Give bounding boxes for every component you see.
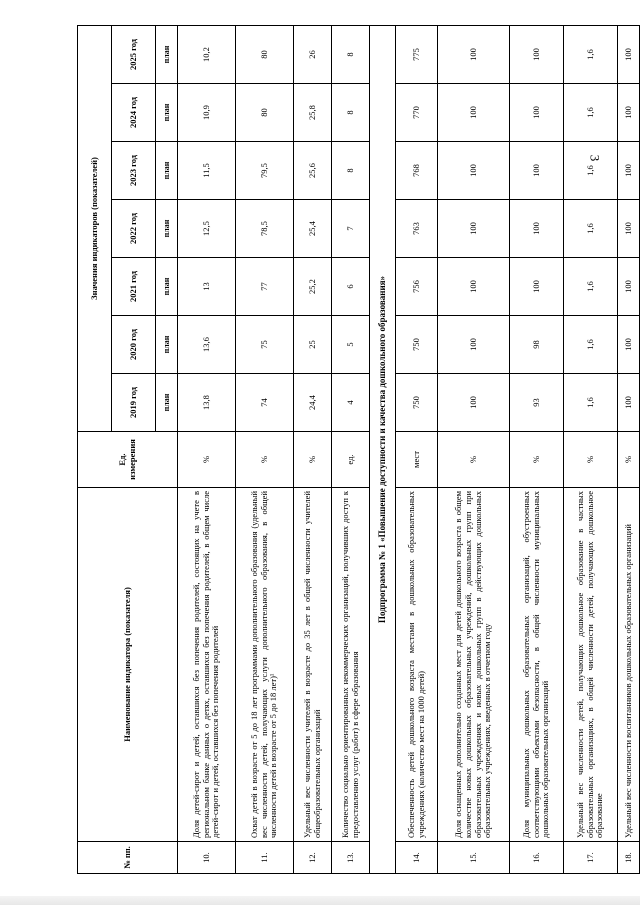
row-number: 14. (396, 842, 438, 874)
year-2023: 2023 год (112, 142, 156, 200)
row-number: 15. (438, 842, 510, 874)
row-name: Доля детей-сирот и детей, оставшихся без попечения родителей, состоящих на учете в региональном банке данных о детях, оставшихся без попечения родителей, в общем числе детей-сирот и детей, оставшихся без попечения родителей (178, 488, 236, 842)
row-value: 8 (332, 142, 370, 200)
row-value: 100 (618, 374, 640, 432)
row-value: 26 (294, 26, 332, 84)
header-values: Значения индикаторов (показателей) (78, 26, 112, 432)
plan-label: план (156, 200, 178, 258)
table-row (618, 26, 640, 874)
row-value: 79,5 (236, 142, 294, 200)
plan-label: план (156, 142, 178, 200)
row-name: Доля муниципальных дошкольных образовательных организаций, обустроенных соответствующими объектами безопасности, в общей численности муниципальных дошкольных образовательных организаций (510, 488, 564, 842)
plan-label: план (156, 316, 178, 374)
plan-label: план (156, 26, 178, 84)
row-value: 74 (236, 374, 294, 432)
header-number: № пп. (78, 842, 178, 874)
row-value: 750 (396, 374, 438, 432)
row-value: 100 (510, 142, 564, 200)
row-value: 100 (618, 142, 640, 200)
row-name: Удельный вес численности детей, получающих дошкольное образование в частных образовательных организациях, в общей численности детей, получающих дошкольное образование (564, 488, 618, 842)
year-2019: 2019 год (112, 374, 156, 432)
row-unit: % (236, 432, 294, 488)
row-number: 17. (564, 842, 618, 874)
table-row (178, 26, 236, 874)
subprogram-title: Подпрограмма № 1 «Повышение доступности и качества дошкольного образования» (370, 26, 396, 874)
row-value: 1,6 (564, 258, 618, 316)
row-name: Удельный вес численности учителей в возрасте до 35 лет в общей численности учителей общеобразовательных организаций (294, 488, 332, 842)
row-value: 98 (510, 316, 564, 374)
scan-bottom-edge (0, 896, 640, 905)
row-unit: % (564, 432, 618, 488)
year-2024: 2024 год (112, 84, 156, 142)
row-value: 100 (618, 84, 640, 142)
row-value: 13,8 (178, 374, 236, 432)
row-value: 750 (396, 316, 438, 374)
row-unit: мест (396, 432, 438, 488)
row-value: 12,5 (178, 200, 236, 258)
row-value: 10,9 (178, 84, 236, 142)
row-value: 100 (510, 84, 564, 142)
row-value: 100 (510, 200, 564, 258)
row-value: 1,6 (564, 374, 618, 432)
subprogram-row (370, 26, 396, 874)
row-value: 756 (396, 258, 438, 316)
row-unit: ед. (332, 432, 370, 488)
row-value: 6 (332, 258, 370, 316)
row-value: 100 (438, 258, 510, 316)
row-value: 775 (396, 26, 438, 84)
row-value: 1,6 (564, 316, 618, 374)
row-value: 1,6 (564, 26, 618, 84)
row-value: 75 (236, 316, 294, 374)
row-value: 768 (396, 142, 438, 200)
row-unit: % (510, 432, 564, 488)
table-row (564, 26, 618, 874)
row-value: 25,4 (294, 200, 332, 258)
table-row (236, 26, 294, 874)
rotated-table-container (77, 26, 633, 874)
page-number: 3 (587, 154, 603, 162)
row-number: 10. (178, 842, 236, 874)
row-value: 80 (236, 26, 294, 84)
row-value: 770 (396, 84, 438, 142)
indicators-table (77, 25, 640, 874)
row-name: Обеспеченность детей дошкольного возраста местами в дошкольных образовательных учреждениях (количество мест на 1000 детей) (396, 488, 438, 842)
row-value: 1,6 (564, 142, 618, 200)
row-value: 13 (178, 258, 236, 316)
row-value: 80 (236, 84, 294, 142)
row-value: 763 (396, 200, 438, 258)
row-value: 100 (438, 200, 510, 258)
plan-label: план (156, 84, 178, 142)
table-row (294, 26, 332, 874)
row-value: 100 (510, 258, 564, 316)
header-unit: Ед. измерения (78, 432, 178, 488)
row-value: 5 (332, 316, 370, 374)
row-unit: % (294, 432, 332, 488)
row-value: 25,2 (294, 258, 332, 316)
row-value: 100 (438, 26, 510, 84)
row-number: 12. (294, 842, 332, 874)
table-row (396, 26, 438, 874)
row-value: 1,6 (564, 200, 618, 258)
row-value: 25,6 (294, 142, 332, 200)
row-value: 4 (332, 374, 370, 432)
year-2021: 2021 год (112, 258, 156, 316)
row-value: 100 (438, 374, 510, 432)
year-2020: 2020 год (112, 316, 156, 374)
row-value: 24,4 (294, 374, 332, 432)
row-value: 100 (618, 26, 640, 84)
row-value: 100 (438, 316, 510, 374)
row-value: 25 (294, 316, 332, 374)
row-value: 10,2 (178, 26, 236, 84)
row-unit: % (438, 432, 510, 488)
row-value: 100 (618, 316, 640, 374)
row-name: Удельный вес численности воспитанников дошкольных образовательных организаций (618, 488, 640, 842)
row-value: 11,5 (178, 142, 236, 200)
row-value: 100 (618, 200, 640, 258)
table-row (510, 26, 564, 874)
row-value: 77 (236, 258, 294, 316)
row-value: 100 (438, 142, 510, 200)
table-row (332, 26, 370, 874)
row-number: 11. (236, 842, 294, 874)
row-value: 1,6 (564, 84, 618, 142)
row-value: 8 (332, 26, 370, 84)
plan-label: план (156, 374, 178, 432)
table-row (438, 26, 510, 874)
row-value: 7 (332, 200, 370, 258)
row-value: 13,6 (178, 316, 236, 374)
row-name: Охват детей в возрасте от 5 до 18 лет программами дополнительного образования (удельный вес численности детей, получающих услуги дополнительного образования, в общей численности детей в возрасте от 5 до 18 лет)¹ (236, 488, 294, 842)
row-value: 100 (510, 26, 564, 84)
year-2022: 2022 год (112, 200, 156, 258)
plan-label: план (156, 258, 178, 316)
row-value: 25,8 (294, 84, 332, 142)
row-unit: % (618, 432, 640, 488)
row-number: 18. (618, 842, 640, 874)
row-number: 16. (510, 842, 564, 874)
row-unit: % (178, 432, 236, 488)
row-name: Количество социально ориентированных некоммерческих организаций, получивших доступ к предоставлению услуг (работ) в сфере образования (332, 488, 370, 842)
row-value: 100 (438, 84, 510, 142)
header-indicator-name: Наименование индикатора (показателя) (78, 488, 178, 842)
year-2025: 2025 год (112, 26, 156, 84)
row-value: 78,5 (236, 200, 294, 258)
row-name: Доля оснащенных дополнительно созданных мест для детей дошкольного возраста в общем количестве новых дошкольных образовательных учреждений, дошкольных групп при образовательных учреждениях и новых дошкольных групп в действующих дошкольных образовательных учреждениях, введенных в отчетном году (438, 488, 510, 842)
row-value: 8 (332, 84, 370, 142)
row-value: 100 (618, 258, 640, 316)
row-value: 93 (510, 374, 564, 432)
row-number: 13. (332, 842, 370, 874)
